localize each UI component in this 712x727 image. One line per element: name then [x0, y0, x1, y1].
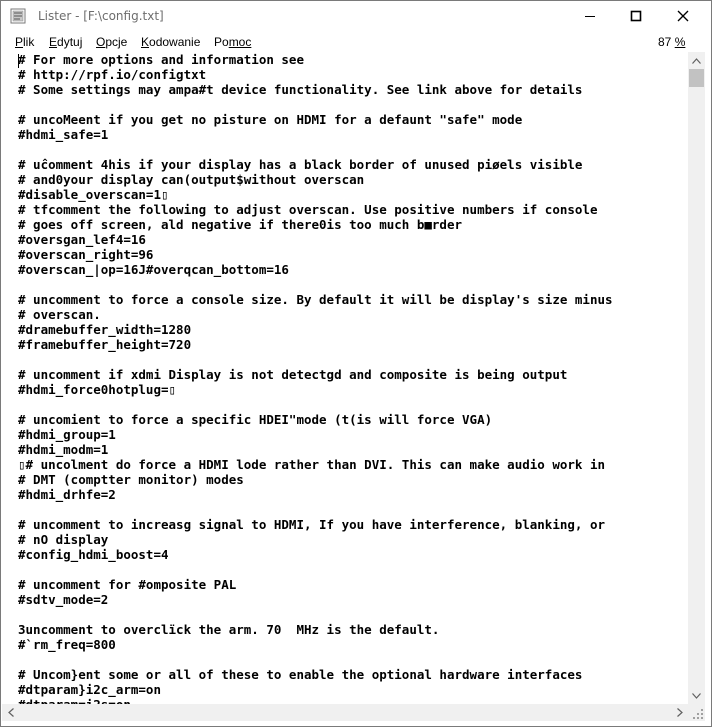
- text-line: # uncomment if xdmi Display is not detectgd and composite is being output: [18, 367, 568, 382]
- zoom-unit: %: [674, 35, 686, 49]
- title-bar[interactable]: [1, 1, 711, 31]
- text-line: #config_hdmi_boost=4: [18, 547, 169, 562]
- menu-bar: [1, 31, 711, 52]
- menu-opcje-accel: O: [96, 35, 106, 49]
- text-line: # uncomment to force a console size. By default it will be display's size minus: [18, 292, 613, 307]
- scroll-left-button[interactable]: [2, 704, 19, 721]
- text-line: # For more options and information see: [18, 52, 304, 67]
- zoom-value: 87: [658, 35, 672, 49]
- text-line: # uĉomment 4his if your display has a black border of unused piøels visible: [18, 157, 583, 172]
- menu-pomoc-prefix: Po: [214, 35, 229, 49]
- menu-opcje-label: pcje: [105, 35, 128, 49]
- text-line: #overscan_right=96: [18, 247, 154, 262]
- text-line: #hdmi_drhfe=2: [18, 487, 116, 502]
- text-line: # and0your display can(output$without overscan: [18, 172, 365, 187]
- text-line: #framebuffer_height=720: [18, 337, 192, 352]
- text-line: # Some settings may ampa#t device functionality. See link above for details: [18, 82, 583, 97]
- text-line: # nO display: [18, 532, 109, 547]
- text-line: #disable_overscan=1▯: [18, 187, 169, 202]
- text-viewer[interactable]: [2, 52, 688, 704]
- minimize-icon: [584, 10, 596, 22]
- text-line: #`rm_freq=800: [18, 637, 116, 652]
- scroll-up-button[interactable]: [688, 52, 705, 69]
- text-line: # uncomient to force a specific HDEI"mode (t(is will force VGA): [18, 412, 493, 427]
- scroll-up-arrow-icon: [692, 58, 701, 64]
- scroll-right-button[interactable]: [671, 704, 688, 721]
- text-line: # uncomment to increasg signal to HDMI, If you have interference, blanking, or: [18, 517, 605, 532]
- menu-edytuj-accel: E: [49, 35, 58, 49]
- text-line: ▯# uncolment do force a HDMI lode rather than DVI. This can make audio work in: [18, 457, 605, 472]
- menu-opcje[interactable]: [96, 35, 127, 49]
- menu-plik-accel: P: [15, 35, 24, 49]
- menu-kodowanie[interactable]: [141, 35, 200, 49]
- menu-edytuj-label: dytuj: [57, 35, 83, 49]
- text-line: #oversgan_lef4=16: [18, 232, 146, 247]
- text-line: #hdmi_force0hotplug=▯: [18, 382, 177, 397]
- scroll-right-arrow-icon: [677, 708, 683, 717]
- text-line: # uncomment for #omposite PAL: [18, 577, 237, 592]
- scroll-down-arrow-icon: [692, 693, 701, 699]
- lister-app-icon: [10, 8, 26, 24]
- scroll-left-arrow-icon: [8, 708, 14, 717]
- text-line: # overscan.: [18, 307, 101, 322]
- menu-kodowanie-accel: K: [141, 35, 150, 49]
- text-line: #hdmi_modm=1: [18, 442, 109, 457]
- scroll-down-button[interactable]: [688, 687, 705, 704]
- maximize-button[interactable]: [613, 2, 659, 30]
- menu-pomoc[interactable]: [214, 35, 251, 49]
- text-line: # tfcomment the following to adjust overscan. Use positive numbers if console: [18, 202, 598, 217]
- text-line: # DMT (comptter monitor) modes: [18, 472, 244, 487]
- zoom-level[interactable]: [658, 35, 685, 49]
- text-line: 3uncomment to overclïck the arm. 70 MHz is the default.: [18, 622, 440, 637]
- minimize-button[interactable]: [567, 2, 613, 30]
- horizontal-scrollbar[interactable]: [2, 704, 688, 721]
- maximize-icon: [630, 10, 642, 22]
- text-line: #dramebuffer_width=1280: [18, 322, 192, 337]
- text-line: #hdmi_group=1: [18, 427, 116, 442]
- menu-plik[interactable]: [15, 35, 34, 49]
- vertical-scrollbar[interactable]: [688, 52, 705, 704]
- menu-plik-label: lik: [23, 35, 35, 49]
- menu-edytuj[interactable]: [49, 35, 82, 49]
- text-line: # goes off screen, ald negative if there0is too much b■rder: [18, 217, 463, 232]
- text-line: # http://rpf.io/configtxt: [18, 67, 207, 82]
- text-line: # uncoMeent if you get no pisture on HDMI for a defaunt "safe" mode: [18, 112, 523, 127]
- text-line: #hdmi_safe=1: [18, 127, 109, 142]
- menu-kodowanie-label: odowanie: [149, 35, 201, 49]
- close-button[interactable]: [659, 2, 707, 30]
- text-line: # Uncom}ent some or all of these to enable the optional hardware interfaces: [18, 667, 583, 682]
- scroll-thumb[interactable]: [689, 69, 704, 87]
- text-line: #dtparam}i2c_arm=on: [18, 682, 161, 697]
- window-title: Lister - [F:\config.txt]: [38, 9, 164, 23]
- menu-pomoc-accel: moc: [228, 35, 252, 49]
- text-line: #sdtv_mode=2: [18, 592, 109, 607]
- size-grip-icon[interactable]: [692, 708, 704, 720]
- text-line: #overscan_|op=16J#overqcan_bottom=16: [18, 262, 289, 277]
- close-icon: [677, 10, 689, 22]
